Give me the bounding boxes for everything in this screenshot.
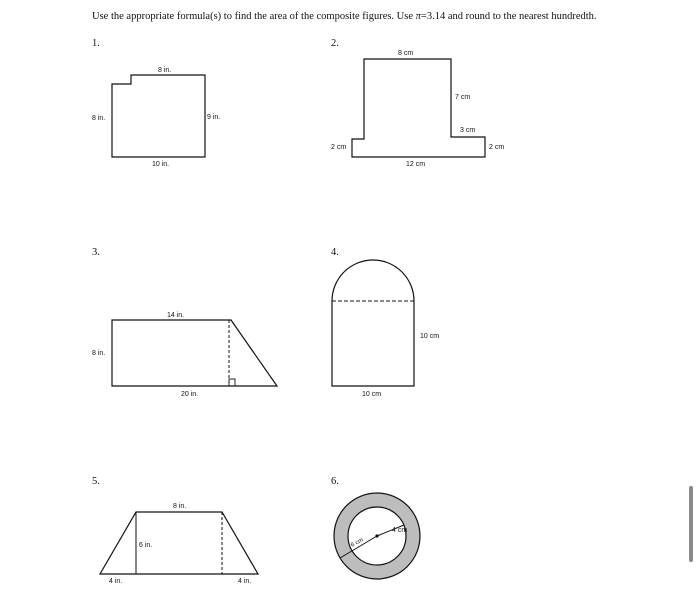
figure-4: [332, 260, 439, 398]
figure-1-shape: [112, 75, 205, 157]
figure-2-label-inner-height: 7 cm: [455, 94, 471, 101]
figure-1-label-top: 8 in.: [158, 67, 172, 74]
figure-2-label-right: 2 cm: [489, 144, 505, 151]
figure-5: [100, 503, 258, 585]
vertical-scrollbar[interactable]: [689, 486, 693, 562]
problem-1-number: 1.: [92, 38, 100, 49]
figure-6-label-inner-radius: 4 cm: [392, 527, 408, 534]
figure-2-label-top: 8 cm: [398, 50, 414, 57]
figure-3-right-angle-marker: [229, 379, 235, 386]
pi-value: =3.14: [420, 11, 446, 22]
instructions-rounding: and round to the nearest hundredth.: [445, 11, 597, 22]
figure-3-label-top: 14 in.: [167, 312, 185, 319]
figure-2: [331, 50, 504, 168]
figure-3-label-left: 8 in.: [92, 350, 106, 357]
figure-5-shape: [100, 512, 258, 574]
instructions-text: Use the appropriate formula(s) to find the area of the composite figures. Use: [92, 11, 416, 22]
figure-3: [92, 312, 277, 398]
problem-2-number: 2.: [331, 38, 339, 49]
figure-1-label-left: 8 in.: [92, 115, 106, 122]
figure-5-label-right-base: 4 in.: [238, 578, 252, 585]
pi-symbol: π: [415, 11, 421, 22]
figure-1: [92, 67, 220, 168]
figure-2-label-bottom: 12 cm: [406, 161, 426, 168]
figure-4-label-bottom: 10 cm: [362, 391, 382, 398]
figure-6: [334, 493, 420, 579]
figure-4-label-height: 10 cm: [420, 333, 440, 340]
problem-3-number: 3.: [92, 247, 100, 258]
figure-4-shape: [332, 260, 414, 386]
figure-2-label-step: 3 cm: [460, 127, 476, 134]
figure-5-label-left-base: 4 in.: [109, 578, 123, 585]
problem-5-number: 5.: [92, 476, 100, 487]
figure-5-label-height: 6 in.: [139, 542, 153, 549]
figure-3-label-bottom: 20 in.: [181, 391, 199, 398]
problem-4-number: 4.: [331, 247, 339, 258]
figure-2-label-left: 2 cm: [331, 144, 347, 151]
figure-1-label-bottom: 10 in.: [152, 161, 170, 168]
figure-5-label-top: 8 in.: [173, 503, 187, 510]
problem-6-number: 6.: [331, 476, 339, 487]
figure-1-label-right: 9 in.: [207, 114, 221, 121]
figure-3-shape: [112, 320, 277, 386]
figure-6-label-outer-radius: 6 cm: [350, 537, 365, 549]
figure-2-shape: [352, 59, 485, 157]
